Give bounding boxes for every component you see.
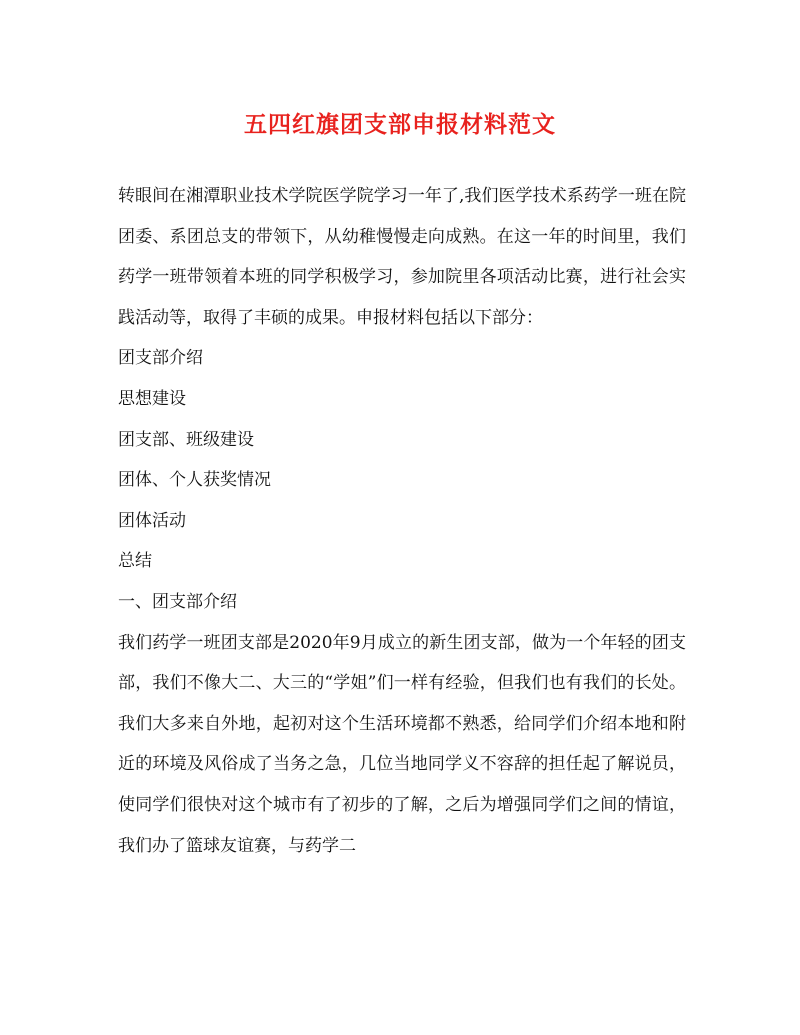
document-body [118,176,686,866]
outline-item-5: 团体活动 [118,510,186,531]
outline-item-6: 总结 [118,551,152,572]
outline-item-1: 团支部介绍 [118,348,203,369]
outline-item-2: 思想建设 [118,388,186,409]
section-heading: 一、团支部介绍 [118,591,237,612]
intro-paragraph: 转眼间在湘潭职业技术学院医学院学习一年了,我们医学技术系药学一班在院团委、系团总支的带领下，从幼稚慢慢走向成熟。在这一年的时间里，我们药学一班带领着本班的同学积极学习，参加院里各项活动比赛，进行社会实践活动等，取得了丰硕的成果。申报材料包括以下部分： [118,186,686,328]
section-paragraph: 我们药学一班团支部是2020年9月成立的新生团支部，做为一个年轻的团支部，我们不像大二、大三的“学姐”们一样有经验，但我们也有我们的长处。我们大多来自外地，起初对这个生活环境都不熟悉，给同学们介绍本地和附近的环境及风俗成了当务之急，几位当地同学义不容辞的担任起了解说员，使同学们很快对这个城市有了初步的了解，之后为增强同学们之间的情谊，我们办了篮球友谊赛，与药学二 [118,632,686,856]
outline-item-4: 团体、个人获奖情况 [118,470,271,491]
document-title: 五四红旗团支部申报材料范文 [244,111,556,138]
outline-item-3: 团支部、班级建设 [118,429,254,450]
